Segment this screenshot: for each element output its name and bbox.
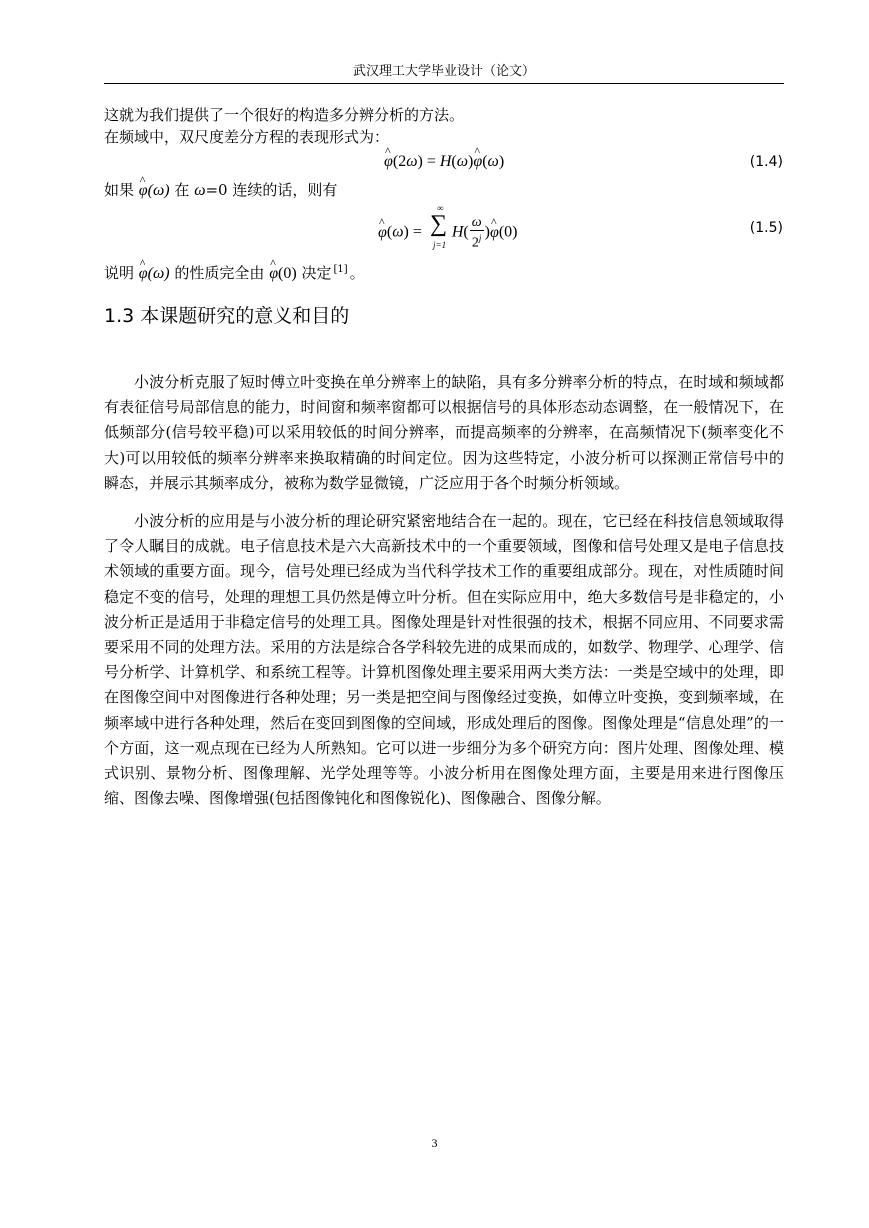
line3-pre: 如果 [104,181,135,199]
line4-end: 。 [349,264,365,282]
line4-pre: 说明 [104,264,135,282]
line4-post: 决定 [301,264,332,282]
equation-number-1-5: (1.5) [749,220,783,236]
page-number: 3 [431,1136,438,1150]
equation-number-1-4: (1.4) [749,154,783,170]
line3-mid: 在 [174,181,190,199]
equation-1-4: ^ φ(2ω) = H(ω)^ φ(ω) [384,151,504,173]
line4-mid: 的性质完全由 [174,264,265,282]
equation-1-5: ^ φ(ω) = H( $\frac{\omega}{2^j}$ )^ φ(0) [378,215,517,251]
citation-ref: [1] [333,264,348,275]
header-rule [104,83,784,84]
sum-lower-limit: j=1 [433,240,447,250]
paragraph-2: 小波分析的应用是与小波分析的理论研究紧密地结合在一起的。现在，它已经在科技信息领域取得了令人瞩目的成就。电子信息技术是六大高新技术中的一个重要领域，图像和信号处理又是电子信息技术领域的重要方面。现今，信号处理已经成为当代科学技术工作的重要组成部分。现在，对性质随时间稳定不变的信号，处理的理想工具仍然是傅立叶分析。但在实际应用中，绝大多数信号是非稳定的，小波分析正是适用于非稳定信号的处理工具。图像处理是针对性很强的技术，根据不同应用、不同要求需要采用不同的处理方法。采用的方法是综合各学科较先进的成果而成的，如数学、物理学、心理学、信号分析学、计算机学、和系统工程等。计算机图像处理主要采用两大类方法：一类是空域中的处理，即在图像空间中对图像进行各种处理；另一类是把空间与图像经过变换，如傅立叶变换，变到频率域，在频率域中进行各种处理，然后在变回到图像的空间域，形成处理后的图像。图像处理是“信息处理”的一个方面，这一观点现在已经为人所熟知。它可以进一步细分为多个研究方向：图片处理、图像处理、模式识别、景物分析、图像理解、光学处理等等。小波分析用在图像处理方面，主要是用来进行图像压缩、图像去噪、图像增强(包括图像钝化和图像锐化)、图像融合、图像分解。 [104,512,784,808]
intro-line-4: 说明 ^ φ(ω) 的性质完全由 ^ φ(0) 决定 [1] 。 [104,260,365,284]
header-title: 武汉理工大学毕业设计（论文） [352,64,535,79]
intro-line-2: 在频域中，双尺度差分方程的表现形式为： [104,128,390,146]
section-heading: 1.3 本课题研究的意义和目的 [104,305,350,327]
sum-upper-limit: ∞ [437,203,444,213]
phi-hat: ^ φ [384,151,393,173]
line3-post: =0 连续的话，则有 [205,181,338,199]
intro-line-1: 这就为我们提供了一个很好的构造多分辨分析的方法。 [104,106,465,124]
sum-symbol: ∑ [430,211,448,237]
fraction: $\frac{\omega}{2^j}$ [471,215,482,251]
paragraph-1: 小波分析克服了短时傅立叶变换在单分辨率上的缺陷，具有多分辨率分析的特点，在时域和频域都有表征信号局部信息的能力，时间窗和频率窗都可以根据信号的具体形态动态调整，在一般情况下，在低频部分(信号较平稳)可以采用较低的时间分辨率，而提高频率的分辨率，在高频情况下(频率变化不大)可以用较低的频率分辨率来换取精确的时间定位。因为这些特定，小波分析可以探测正常信号中的瞬态，并展示其频率成分，被称为数学显微镜，广泛应用于各个时频分析领域。 [104,373,784,492]
intro-line-3: 如果 ^ φ(ω) 在 ω=0 连续的话，则有 [104,180,337,201]
